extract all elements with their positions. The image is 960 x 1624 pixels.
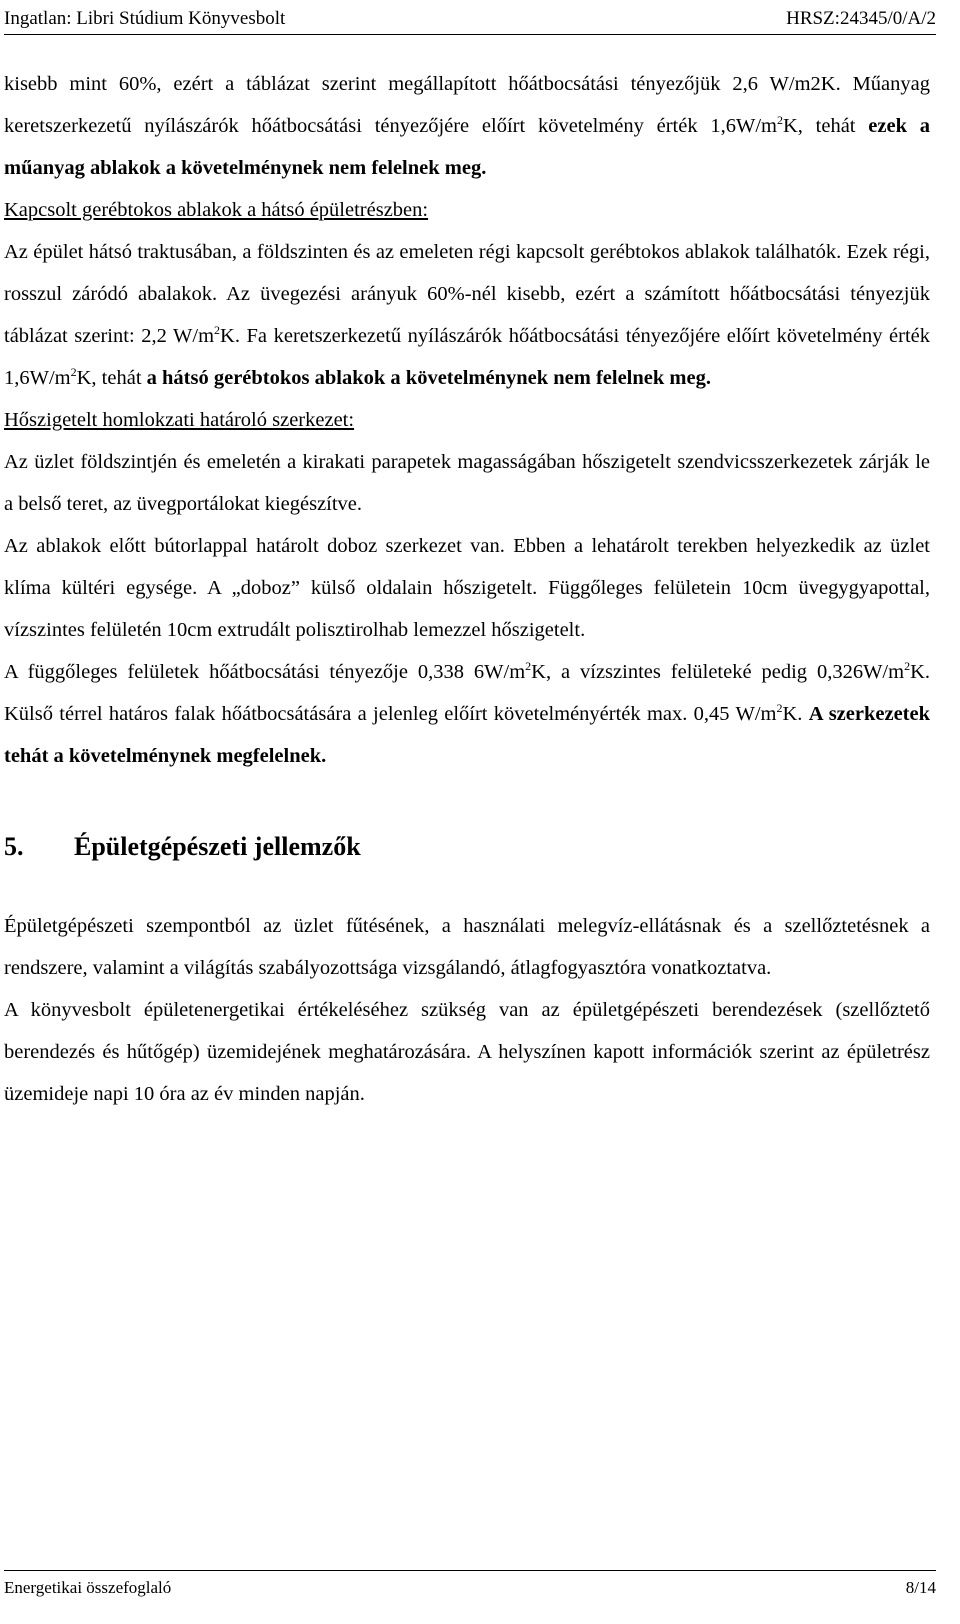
superscript: 2 — [525, 659, 532, 674]
paragraph-box-structure: Az ablakok előtt bútorlappal határolt doboz szerkezet van. Ebben a lehatárolt terekben helyezkedik az üzlet klíma kültéri egysége. A „doboz” külső oldalain hőszigetelt. Függőleges felületein 10cm üvegygyapottal, vízszintes felületén 10cm extrudált polisztirolhab lemezzel hőszigetelt. — [4, 535, 930, 641]
paragraph-hvac-aspects: Épületgépészeti szempontból az üzlet fűtésének, a használati melegvíz-ellátásnak és a szellőztetésnek a rendszere, valamint a világítás szabályozottsága vizsgálandó, átlagfogyasztóra vonatkoztatva. — [4, 915, 930, 979]
text: kisebb mint 60%, ezért a táblázat szerint megállapított hőátbocsátási tényezőjük 2,6 W/m2K. Műanyag keretszerkezetű nyílászárók hőátbocsátási tényezőjére előírt követelmény érték 1,6W/m — [4, 73, 930, 137]
paragraph-plastic-windows — [4, 63, 930, 189]
text: A függőleges felületek hőátbocsátási tényezője 0,338 6W/m — [4, 661, 526, 683]
header-hrsz: HRSZ:24345/0/A/2 — [786, 8, 936, 29]
section-heading — [4, 821, 930, 873]
page-footer — [4, 1570, 936, 1601]
superscript: 2 — [904, 659, 911, 674]
superscript: 2 — [70, 365, 77, 380]
paragraph-u-values — [4, 651, 930, 777]
superscript: 2 — [776, 701, 783, 716]
text: K. Külső térrel határos falak hőátbocsátására a jelenleg előírt követelményérték max. 0,45 W/m — [4, 661, 930, 725]
superscript: 2 — [214, 323, 221, 338]
section-title: Épületgépészeti jellemzők — [74, 832, 361, 861]
conclusion-bold: ezek a műanyag ablakok a követelménynek nem felelnek meg. — [4, 115, 930, 179]
text: K, a vízszintes felületeké pedig 0,326W/m — [531, 661, 905, 683]
footer-title: Energetikai összefoglaló — [4, 1578, 172, 1597]
spacer — [4, 873, 930, 905]
spacer — [4, 777, 930, 821]
superscript: 2 — [776, 113, 783, 128]
conclusion-bold: A szerkezetek tehát a követelménynek megfelelnek. — [4, 703, 930, 767]
header-title: Ingatlan: Libri Stúdium Könyvesbolt — [4, 8, 286, 29]
text: K. Fa keretszerkezetű nyílászárók hőátbocsátási tényezőjére előírt követelmény érték 1,6W/m — [4, 325, 930, 389]
conclusion-bold: a hátsó gerébtokos ablakok a követelménynek nem felelnek meg. — [146, 367, 711, 389]
text: Az épület hátsó traktusában, a földszinten és az emeleten régi kapcsolt gerébtokos ablakok találhatók. Ezek régi, rosszul záródó abalakok. Az üvegezési arányuk 60%-nél kisebb, ezért a számított hőátbocsátási tényezjük táblázat szerint: 2,2 W/m — [4, 241, 930, 347]
text: K, tehát — [782, 115, 869, 137]
page-header — [4, 4, 936, 35]
paragraph-coupled-windows — [4, 231, 930, 399]
text: K, tehát — [76, 367, 147, 389]
section-number: 5. — [4, 832, 24, 861]
paragraph-operating-time: A könyvesbolt épületenergetikai értékeléséhez szükség van az épületgépészeti berendezések (szellőztető berendezés és hűtőgép) üzemidejének meghatározására. A helyszínen kapott információk szerint az épületrész üzemideje napi 10 óra az év minden napján. — [4, 999, 930, 1105]
text: K. — [782, 703, 809, 725]
subheading-insulated-facade: Hőszigetelt homlokzati határoló szerkezet: — [4, 409, 355, 431]
paragraph-parapets: Az üzlet földszintjén és emeletén a kirakati parapetek magasságában hőszigetelt szendvicsszerkezetek zárják le a belső teret, az üvegportálokat kiegészítve. — [4, 451, 930, 515]
subheading-coupled-windows: Kapcsolt gerébtokos ablakok a hátsó épületrészben: — [4, 199, 429, 221]
document-body — [4, 63, 930, 1115]
page-number: 8/14 — [905, 1578, 936, 1597]
